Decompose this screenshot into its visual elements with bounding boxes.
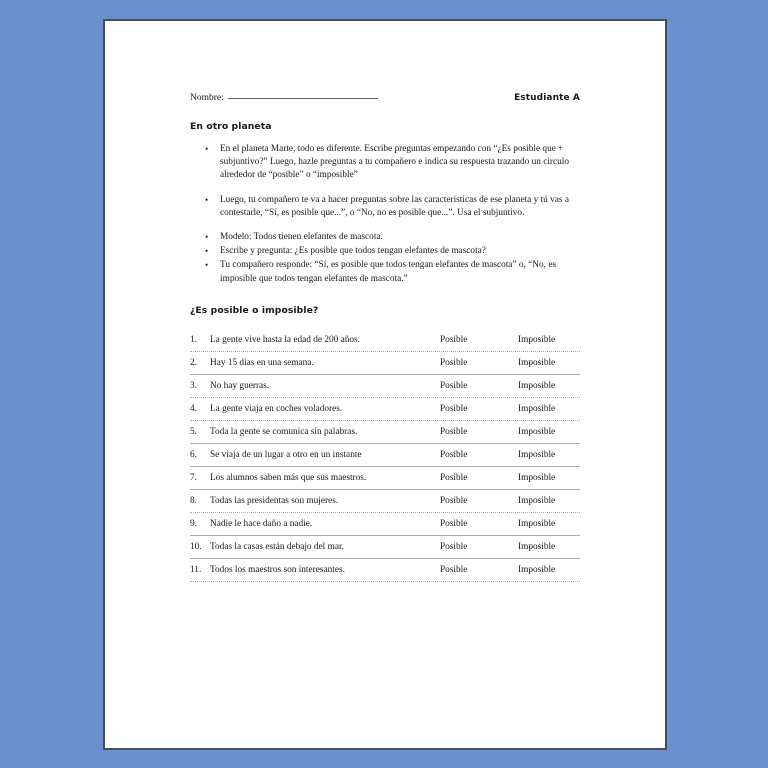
option-impossible[interactable]: Imposible: [518, 357, 556, 368]
item-statement: Los alumnos saben más que sus maestros.: [210, 472, 367, 483]
item-statement: Hay 15 dias en una semana.: [210, 357, 314, 368]
option-possible[interactable]: Posible: [440, 564, 468, 575]
list-item: • Tu compañero responde: “Sí, es posible que todos tengan elefantes de mascota” o, “No, es imposible que todos tengan elefantes de mascota.”: [190, 259, 580, 285]
table-row: [190, 559, 580, 581]
option-possible[interactable]: Posible: [440, 334, 468, 345]
list-item: • En el planeta Marte, todo es diferente. Escribe preguntas empezando con “¿Es posible que + subjuntivo?” Luego, hazle preguntas a tu compañero e indica su respuesta trazando un circulo alrededor de “posible” o “imposible”: [190, 143, 580, 183]
option-possible[interactable]: Posible: [440, 518, 468, 529]
option-impossible[interactable]: Imposible: [518, 541, 556, 552]
instructions-list: [190, 143, 580, 286]
option-possible[interactable]: Posible: [440, 541, 468, 552]
name-field[interactable]: [190, 93, 378, 103]
item-number: 6.: [190, 449, 197, 460]
student-label: Estudiante A: [514, 93, 580, 103]
item-number: 8.: [190, 495, 197, 506]
option-possible[interactable]: Posible: [440, 426, 468, 437]
item-statement: Se viaja de un lugar a otro en un instante: [210, 449, 362, 460]
item-statement: Todas las presidentas son mujeres.: [210, 495, 339, 506]
section-one-heading: En otro planeta: [190, 121, 272, 132]
option-possible[interactable]: Posible: [440, 380, 468, 391]
list-item: • Luego, tu compañero te va a hacer preguntas sobre las caracteristicas de ese planeta y tú vas a contestarle, “Sí, es posible que...”, o “No, no es posible que...”. Usa el subjuntivo.: [190, 194, 580, 220]
list-item: • Modelo: Todos tienen elefantes de mascota.: [190, 231, 580, 244]
item-statement: Toda la gente se comunica sin palabras.: [210, 426, 358, 437]
item-number: 4.: [190, 403, 197, 414]
questions-table: [190, 329, 580, 582]
option-possible[interactable]: Posible: [440, 357, 468, 368]
table-row: [190, 352, 580, 374]
name-blank-line[interactable]: [228, 98, 378, 99]
table-row: [190, 421, 580, 443]
table-row: [190, 513, 580, 535]
option-impossible[interactable]: Imposible: [518, 403, 556, 414]
item-number: 2.: [190, 357, 197, 368]
name-label: Nombre:: [190, 93, 224, 103]
item-number: 10.: [190, 541, 202, 552]
item-statement: Todas la casas están debajo del mar.: [210, 541, 344, 552]
option-possible[interactable]: Posible: [440, 449, 468, 460]
option-impossible[interactable]: Imposible: [518, 449, 556, 460]
table-row: [190, 329, 580, 351]
item-number: 7.: [190, 472, 197, 483]
item-statement: Nadie le hace daño a nadie.: [210, 518, 313, 529]
item-statement: No hay guerras.: [210, 380, 270, 391]
item-number: 5.: [190, 426, 197, 437]
item-statement: La gente vive hasta la edad de 200 años.: [210, 334, 360, 345]
table-row: [190, 398, 580, 420]
option-impossible[interactable]: Imposible: [518, 495, 556, 506]
table-row: [190, 490, 580, 512]
separator-line: [190, 581, 580, 582]
item-number: 9.: [190, 518, 197, 529]
item-statement: La gente viaja en coches voladores.: [210, 403, 343, 414]
table-row: [190, 536, 580, 558]
list-item: • Escribe y pregunta: ¿Es posible que todos tengan elefantes de mascota?: [190, 245, 580, 258]
table-row: [190, 375, 580, 397]
table-row: [190, 444, 580, 466]
worksheet-header: [190, 93, 580, 103]
option-impossible[interactable]: Imposible: [518, 334, 556, 345]
item-number: 3.: [190, 380, 197, 391]
option-impossible[interactable]: Imposible: [518, 518, 556, 529]
item-number: 11.: [190, 564, 202, 575]
section-two-heading: ¿Es posible o imposible?: [190, 304, 319, 316]
item-number: 1.: [190, 334, 197, 345]
option-possible[interactable]: Posible: [440, 495, 468, 506]
option-possible[interactable]: Posible: [440, 403, 468, 414]
option-impossible[interactable]: Imposible: [518, 426, 556, 437]
worksheet-content: [190, 93, 580, 582]
option-impossible[interactable]: Imposible: [518, 380, 556, 391]
table-row: [190, 467, 580, 489]
worksheet-page: [103, 19, 667, 750]
item-statement: Todos los maestros son interesantes.: [210, 564, 345, 575]
row-separator: [190, 581, 580, 582]
option-impossible[interactable]: Imposible: [518, 564, 556, 575]
option-impossible[interactable]: Imposible: [518, 472, 556, 483]
option-possible[interactable]: Posible: [440, 472, 468, 483]
